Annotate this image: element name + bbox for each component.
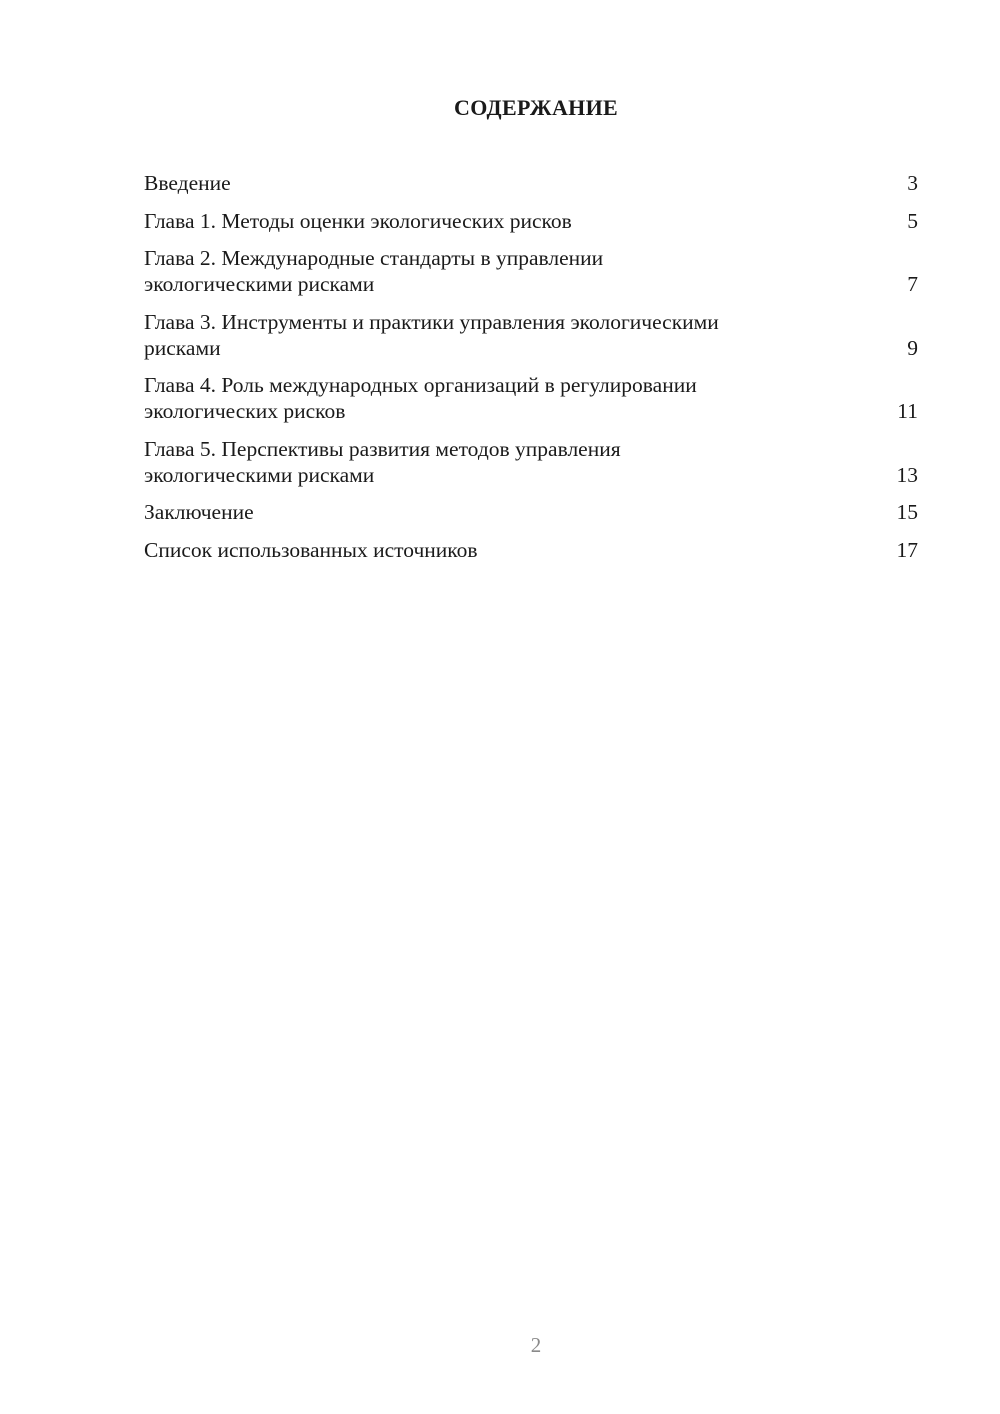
toc-entry-chapter-2 bbox=[144, 245, 918, 297]
toc-entry-text: Глава 1. Методы оценки экологических рисков bbox=[144, 208, 572, 233]
toc-entry-chapter-5 bbox=[144, 436, 918, 488]
toc-entry-page: 15 bbox=[896, 500, 918, 524]
toc-entry-page: 11 bbox=[897, 399, 918, 423]
toc-entry-chapter-4 bbox=[144, 372, 918, 424]
toc-entry-introduction bbox=[144, 170, 918, 196]
toc-entry-conclusion bbox=[144, 499, 918, 525]
toc-entry-page: 9 bbox=[907, 335, 918, 360]
toc-entry-text: Список использованных источников bbox=[144, 537, 478, 562]
toc-entry-page: 17 bbox=[896, 537, 918, 562]
toc-entry-chapter-3 bbox=[144, 309, 918, 361]
toc-entry-page: 13 bbox=[896, 462, 918, 487]
toc-entry-text: Глава 5. Перспективы развития методов управления экологическими рисками bbox=[144, 436, 621, 487]
toc-entry-references bbox=[144, 537, 918, 563]
toc-entry-page: 7 bbox=[907, 272, 918, 296]
toc-entry-page: 5 bbox=[907, 208, 918, 233]
toc-entry-text: Глава 2. Международные стандарты в управлении экологическими рисками bbox=[144, 246, 604, 296]
toc-entry-chapter-1 bbox=[144, 208, 918, 234]
toc-entry-text: Глава 3. Инструменты и практики управления экологическими рисками bbox=[144, 309, 719, 360]
toc-entry-text: Заключение bbox=[144, 500, 254, 524]
toc-entry-text: Введение bbox=[144, 171, 231, 195]
page-number: 2 bbox=[530, 1333, 542, 1357]
toc-entry-page: 3 bbox=[907, 171, 918, 195]
table-of-contents bbox=[144, 170, 918, 574]
toc-title: СОДЕРЖАНИЕ bbox=[454, 95, 618, 120]
toc-entry-text: Глава 4. Роль международных организаций в регулировании экологических рисков bbox=[144, 373, 697, 423]
